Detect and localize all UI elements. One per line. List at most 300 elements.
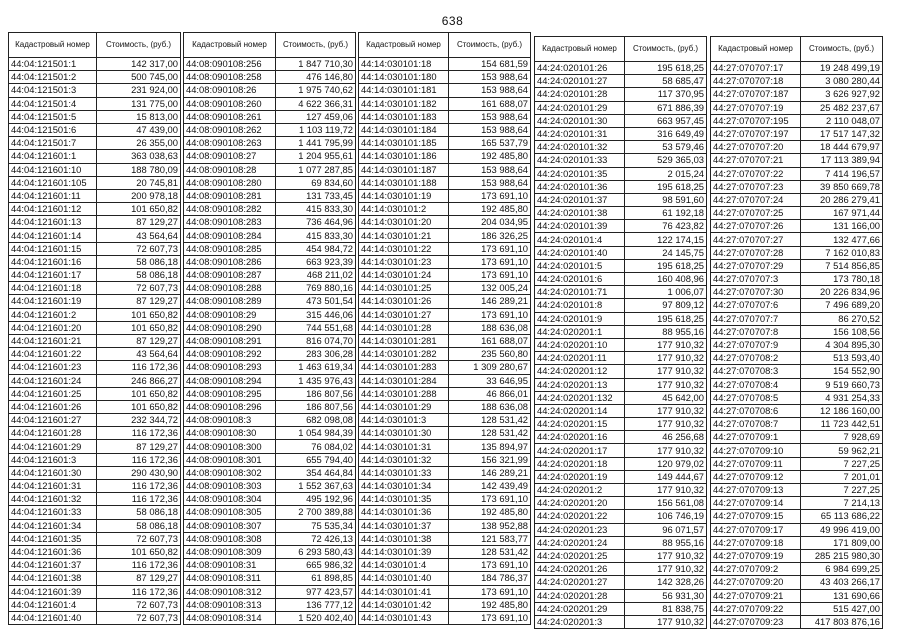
cost-cell: 65 113 686,22 — [801, 510, 883, 523]
table-row — [9, 545, 181, 558]
cost-cell: 177 910,32 — [625, 418, 707, 431]
cadastral-number-cell: 44:24:020201:11 — [535, 352, 625, 365]
table-row — [9, 493, 181, 506]
cost-cell: 132 005,24 — [449, 282, 531, 295]
table-row — [9, 348, 181, 361]
cadastral-number-cell: 44:08:090108:26 — [184, 84, 276, 97]
cost-cell: 195 618,25 — [625, 62, 707, 75]
cost-cell: 415 833,30 — [276, 229, 356, 242]
cost-cell: 3 626 927,92 — [801, 88, 883, 101]
cost-cell: 12 186 160,00 — [801, 404, 883, 417]
table-row — [9, 216, 181, 229]
table-row — [359, 453, 531, 466]
cadastral-number-cell: 44:14:030101:183 — [359, 110, 449, 123]
table-row — [9, 242, 181, 255]
cost-cell: 87 129,27 — [97, 295, 181, 308]
cadastral-number-cell: 44:08:090108:303 — [184, 480, 276, 493]
cost-cell: 116 172,36 — [97, 559, 181, 572]
cadastral-number-cell: 44:27:070707:26 — [711, 220, 801, 233]
table-row — [535, 484, 707, 497]
table-row — [711, 589, 883, 602]
cost-cell: 120 979,02 — [625, 457, 707, 470]
table-row — [359, 506, 531, 519]
cadastral-number-cell: 44:24:020201:15 — [535, 418, 625, 431]
cost-cell: 663 923,39 — [276, 255, 356, 268]
cadastral-number-cell: 44:27:070709:21 — [711, 589, 801, 602]
cadastral-number-cell: 44:04:121501:7 — [9, 137, 97, 150]
cost-cell: 232 344,72 — [97, 414, 181, 427]
table-row — [535, 246, 707, 259]
cost-cell: 132 477,66 — [801, 233, 883, 246]
table-row — [535, 391, 707, 404]
cost-cell: 43 564,64 — [97, 348, 181, 361]
cost-cell: 58 685,47 — [625, 75, 707, 88]
cost-cell: 72 607,73 — [97, 282, 181, 295]
cadastral-number-cell: 44:24:020101:8 — [535, 299, 625, 312]
cadastral-number-cell: 44:24:020101:29 — [535, 101, 625, 114]
table-row — [9, 269, 181, 282]
cost-cell: 1 054 984,39 — [276, 427, 356, 440]
table-row — [359, 374, 531, 387]
table-row — [359, 189, 531, 202]
cost-cell: 156 321,99 — [449, 453, 531, 466]
cost-cell: 101 650,82 — [97, 400, 181, 413]
table-row — [535, 154, 707, 167]
table-row — [359, 414, 531, 427]
cadastral-number-cell: 44:08:090108:282 — [184, 203, 276, 216]
table-row — [359, 387, 531, 400]
cadastral-number-cell: 44:24:020201:27 — [535, 576, 625, 589]
cadastral-number-cell: 44:24:020101:31 — [535, 127, 625, 140]
table-row — [184, 84, 356, 97]
cadastral-number-cell: 44:08:090108:283 — [184, 216, 276, 229]
cadastral-number-cell: 44:27:070707:197 — [711, 127, 801, 140]
table-row — [535, 114, 707, 127]
cost-cell: 177 910,32 — [625, 615, 707, 628]
cost-cell: 49 996 419,00 — [801, 523, 883, 536]
cost-cell: 20 226 834,96 — [801, 286, 883, 299]
table-row — [711, 154, 883, 167]
cadastral-number-cell: 44:08:090108:29 — [184, 308, 276, 321]
cadastral-number-cell: 44:27:070709:11 — [711, 457, 801, 470]
cadastral-number-cell: 44:08:090108:30 — [184, 427, 276, 440]
cadastral-number-cell: 44:08:090108:305 — [184, 506, 276, 519]
cadastral-number-cell: 44:04:121601:32 — [9, 493, 97, 506]
cadastral-number-cell: 44:27:070709:15 — [711, 510, 801, 523]
table-row — [535, 193, 707, 206]
table-row — [9, 334, 181, 347]
table-row — [711, 127, 883, 140]
table-row — [535, 88, 707, 101]
table-row — [535, 418, 707, 431]
table-row — [711, 88, 883, 101]
cadastral-number-cell: 44:24:020201:16 — [535, 431, 625, 444]
cadastral-number-cell: 44:27:070707:17 — [711, 62, 801, 75]
cost-cell: 315 446,06 — [276, 308, 356, 321]
cadastral-number-cell: 44:14:030101:21 — [359, 229, 449, 242]
cadastral-number-cell: 44:14:030101:25 — [359, 282, 449, 295]
cadastral-number-cell: 44:14:030101:32 — [359, 453, 449, 466]
cadastral-number-cell: 44:04:121601:36 — [9, 545, 97, 558]
cadastral-number-cell: 44:27:070709:1 — [711, 431, 801, 444]
cadastral-number-cell: 44:27:070709:19 — [711, 549, 801, 562]
cost-cell: 153 988,64 — [449, 84, 531, 97]
table-row — [184, 585, 356, 598]
cost-cell: 156 108,56 — [801, 325, 883, 338]
table-row — [184, 308, 356, 321]
cadastral-number-cell: 44:04:121601:20 — [9, 321, 97, 334]
cadastral-number-cell: 44:27:070708:5 — [711, 391, 801, 404]
cadastral-number-cell: 44:08:090108:284 — [184, 229, 276, 242]
cost-cell: 173 691,10 — [449, 242, 531, 255]
cost-cell: 173 691,10 — [449, 493, 531, 506]
cost-cell: 121 583,77 — [449, 532, 531, 545]
cost-cell: 7 227,25 — [801, 484, 883, 497]
table-row — [359, 440, 531, 453]
table-row — [9, 453, 181, 466]
cadastral-number-cell: 44:14:030101:29 — [359, 400, 449, 413]
table-row — [184, 348, 356, 361]
table-row — [184, 189, 356, 202]
cost-cell: 56 931,30 — [625, 589, 707, 602]
cadastral-number-cell: 44:08:090108:312 — [184, 585, 276, 598]
table-row — [184, 176, 356, 189]
cadastral-number-cell: 44:04:121501:4 — [9, 97, 97, 110]
cadastral-number-cell: 44:24:020101:39 — [535, 220, 625, 233]
table-row — [535, 312, 707, 325]
cost-cell: 138 952,88 — [449, 519, 531, 532]
table-row — [535, 536, 707, 549]
table-row — [535, 576, 707, 589]
cost-cell: 72 607,73 — [97, 532, 181, 545]
cadastral-number-cell: 44:24:020201:13 — [535, 378, 625, 391]
cost-cell: 17 113 389,94 — [801, 154, 883, 167]
cadastral-number-cell: 44:08:090108:289 — [184, 295, 276, 308]
cost-cell: 165 537,79 — [449, 137, 531, 150]
cost-cell: 363 038,63 — [97, 150, 181, 163]
cadastral-number-cell: 44:27:070707:195 — [711, 114, 801, 127]
cadastral-number-cell: 44:08:090108:28 — [184, 163, 276, 176]
cost-cell: 142 317,00 — [97, 58, 181, 71]
table-row — [711, 233, 883, 246]
cost-cell: 153 988,64 — [449, 123, 531, 136]
cadastral-number-cell: 44:04:121601:1 — [9, 150, 97, 163]
cadastral-number-cell: 44:04:121601:33 — [9, 506, 97, 519]
cadastral-number-cell: 44:04:121501:2 — [9, 71, 97, 84]
cadastral-number-cell: 44:24:020101:4 — [535, 233, 625, 246]
table-row — [184, 506, 356, 519]
table-row — [184, 559, 356, 572]
table-row — [359, 255, 531, 268]
table-row — [9, 414, 181, 427]
cost-cell: 316 649,49 — [625, 127, 707, 140]
cost-cell: 7 414 196,57 — [801, 167, 883, 180]
table-row — [359, 598, 531, 611]
cost-cell: 1 975 740,62 — [276, 84, 356, 97]
table-row — [184, 137, 356, 150]
header-cost: Стоимость, (руб.) — [449, 33, 531, 58]
cost-cell: 72 426,13 — [276, 532, 356, 545]
cost-cell: 136 777,12 — [276, 598, 356, 611]
cadastral-number-cell: 44:27:070707:23 — [711, 180, 801, 193]
table-row — [9, 229, 181, 242]
cadastral-number-cell: 44:08:090108:3 — [184, 414, 276, 427]
cadastral-number-cell: 44:08:090108:261 — [184, 110, 276, 123]
table-row — [359, 361, 531, 374]
cadastral-number-cell: 44:14:030101:182 — [359, 97, 449, 110]
cost-cell: 663 957,45 — [625, 114, 707, 127]
table-row — [359, 150, 531, 163]
cost-cell: 88 955,16 — [625, 325, 707, 338]
cost-cell: 87 129,27 — [97, 334, 181, 347]
cost-cell: 45 642,00 — [625, 391, 707, 404]
table-row — [184, 110, 356, 123]
cadastral-table-3 — [358, 32, 531, 625]
cadastral-number-cell: 44:24:020201:12 — [535, 365, 625, 378]
cadastral-number-cell: 44:14:030101:27 — [359, 308, 449, 321]
cost-cell: 128 531,42 — [449, 427, 531, 440]
cadastral-number-cell: 44:08:090108:262 — [184, 123, 276, 136]
cost-cell: 116 172,36 — [97, 453, 181, 466]
cost-cell: 131 733,45 — [276, 189, 356, 202]
table-row — [9, 58, 181, 71]
cadastral-number-cell: 44:08:090108:263 — [184, 137, 276, 150]
cadastral-table-4 — [534, 36, 707, 629]
table-row — [184, 532, 356, 545]
cadastral-number-cell: 44:08:090108:260 — [184, 97, 276, 110]
table-row — [535, 444, 707, 457]
cost-cell: 153 988,64 — [449, 176, 531, 189]
cadastral-number-cell: 44:14:030101:31 — [359, 440, 449, 453]
cadastral-number-cell: 44:27:070707:21 — [711, 154, 801, 167]
cost-cell: 101 650,82 — [97, 308, 181, 321]
cost-cell: 171 809,00 — [801, 536, 883, 549]
table-row — [9, 71, 181, 84]
cost-cell: 122 174,15 — [625, 233, 707, 246]
table-header-row — [9, 33, 181, 58]
cadastral-number-cell: 44:24:020201:3 — [535, 615, 625, 628]
table-row — [184, 480, 356, 493]
cadastral-number-cell: 44:04:121601:16 — [9, 255, 97, 268]
table-row — [359, 480, 531, 493]
cadastral-number-cell: 44:04:121601:25 — [9, 387, 97, 400]
cadastral-number-cell: 44:08:090108:256 — [184, 58, 276, 71]
table-row — [9, 255, 181, 268]
cost-cell: 235 560,80 — [449, 348, 531, 361]
cadastral-number-cell: 44:27:070709:23 — [711, 615, 801, 628]
table-row — [535, 75, 707, 88]
cost-cell: 173 691,10 — [449, 269, 531, 282]
cadastral-number-cell: 44:04:121601:22 — [9, 348, 97, 361]
cost-cell: 167 971,44 — [801, 207, 883, 220]
table-row — [359, 71, 531, 84]
cadastral-number-cell: 44:24:020201:10 — [535, 338, 625, 351]
cost-cell: 283 306,28 — [276, 348, 356, 361]
table-row — [535, 549, 707, 562]
cost-cell: 1 520 402,40 — [276, 611, 356, 624]
table-row — [711, 62, 883, 75]
header-cost: Стоимость, (руб.) — [276, 33, 356, 58]
cadastral-number-cell: 44:04:121601:2 — [9, 308, 97, 321]
table-row — [359, 163, 531, 176]
cadastral-number-cell: 44:14:030101:186 — [359, 150, 449, 163]
table-row — [711, 193, 883, 206]
cost-cell: 173 691,10 — [449, 308, 531, 321]
cost-cell: 39 850 669,78 — [801, 180, 883, 193]
cost-cell: 58 086,18 — [97, 269, 181, 282]
cadastral-number-cell: 44:14:030101:26 — [359, 295, 449, 308]
cadastral-number-cell: 44:04:121601:26 — [9, 400, 97, 413]
cost-cell: 86 270,52 — [801, 312, 883, 325]
cadastral-number-cell: 44:24:020101:30 — [535, 114, 625, 127]
table-row — [359, 348, 531, 361]
table-row — [359, 559, 531, 572]
cadastral-number-cell: 44:14:030101:2 — [359, 203, 449, 216]
table-row — [359, 545, 531, 558]
table-row — [359, 97, 531, 110]
table-row — [184, 400, 356, 413]
table-row — [359, 282, 531, 295]
table-row — [184, 255, 356, 268]
table-row — [9, 519, 181, 532]
table-row — [711, 484, 883, 497]
cadastral-number-cell: 44:04:121601:4 — [9, 598, 97, 611]
cadastral-number-cell: 44:08:090108:258 — [184, 71, 276, 84]
table-row — [359, 466, 531, 479]
table-row — [711, 457, 883, 470]
table-row — [184, 321, 356, 334]
cadastral-number-cell: 44:24:020101:32 — [535, 141, 625, 154]
cost-cell: 173 691,10 — [449, 611, 531, 624]
cost-cell: 192 485,80 — [449, 598, 531, 611]
cost-cell: 173 691,10 — [449, 255, 531, 268]
cadastral-number-cell: 44:27:070709:17 — [711, 523, 801, 536]
cost-cell: 127 459,06 — [276, 110, 356, 123]
cost-cell: 17 517 147,32 — [801, 127, 883, 140]
table-row — [711, 563, 883, 576]
cadastral-number-cell: 44:08:090108:304 — [184, 493, 276, 506]
table-row — [9, 585, 181, 598]
table-row — [711, 167, 883, 180]
cost-cell: 285 215 980,30 — [801, 549, 883, 562]
cadastral-number-cell: 44:14:030101:281 — [359, 334, 449, 347]
cost-cell: 7 514 856,85 — [801, 259, 883, 272]
cadastral-number-cell: 44:08:090108:301 — [184, 453, 276, 466]
cadastral-number-cell: 44:27:070707:20 — [711, 141, 801, 154]
cadastral-number-cell: 44:14:030101:18 — [359, 58, 449, 71]
page-number: 638 — [441, 14, 464, 28]
cadastral-number-cell: 44:14:030101:37 — [359, 519, 449, 532]
cost-cell: 7 227,25 — [801, 457, 883, 470]
cadastral-number-cell: 44:14:030101:43 — [359, 611, 449, 624]
cost-cell: 96 071,57 — [625, 523, 707, 536]
cost-cell: 101 650,82 — [97, 545, 181, 558]
cadastral-number-cell: 44:04:121601:39 — [9, 585, 97, 598]
table-row — [711, 75, 883, 88]
cost-cell: 177 910,32 — [625, 338, 707, 351]
cost-cell: 153 988,64 — [449, 163, 531, 176]
cadastral-number-cell: 44:24:020101:38 — [535, 207, 625, 220]
cost-cell: 736 464,96 — [276, 216, 356, 229]
cadastral-table-2 — [183, 32, 356, 625]
cadastral-number-cell: 44:24:020201:14 — [535, 404, 625, 417]
cost-cell: 19 248 499,19 — [801, 62, 883, 75]
cost-cell: 26 355,00 — [97, 137, 181, 150]
cost-cell: 58 086,18 — [97, 255, 181, 268]
cadastral-number-cell: 44:08:090108:295 — [184, 387, 276, 400]
cost-cell: 101 650,82 — [97, 321, 181, 334]
cost-cell: 177 910,32 — [625, 352, 707, 365]
cost-cell: 87 129,27 — [97, 572, 181, 585]
table-row — [184, 163, 356, 176]
cadastral-number-cell: 44:04:121501:6 — [9, 123, 97, 136]
cost-cell: 7 928,69 — [801, 431, 883, 444]
cost-cell: 87 129,27 — [97, 216, 181, 229]
table-row — [535, 141, 707, 154]
cadastral-number-cell: 44:08:090108:296 — [184, 400, 276, 413]
cadastral-number-cell: 44:14:030101:187 — [359, 163, 449, 176]
table-row — [9, 361, 181, 374]
cost-cell: 20 286 279,41 — [801, 193, 883, 206]
table-row — [359, 572, 531, 585]
table-row — [184, 295, 356, 308]
cadastral-number-cell: 44:14:030101:39 — [359, 545, 449, 558]
table-row — [535, 470, 707, 483]
table-row — [711, 220, 883, 233]
cadastral-number-cell: 44:04:121601:14 — [9, 229, 97, 242]
cost-cell: 513 593,40 — [801, 352, 883, 365]
table-row — [184, 572, 356, 585]
cost-cell: 131 166,00 — [801, 220, 883, 233]
cost-cell: 671 886,39 — [625, 101, 707, 114]
cost-cell: 101 650,82 — [97, 387, 181, 400]
table-header-row — [535, 37, 707, 62]
table-row — [535, 523, 707, 536]
cadastral-number-cell: 44:27:070708:2 — [711, 352, 801, 365]
table-row — [535, 101, 707, 114]
cost-cell: 195 618,25 — [625, 312, 707, 325]
cadastral-number-cell: 44:08:090108:294 — [184, 374, 276, 387]
cost-cell: 1 006,07 — [625, 286, 707, 299]
header-cost: Стоимость, (руб.) — [625, 37, 707, 62]
table-row — [535, 220, 707, 233]
cadastral-number-cell: 44:14:030101:19 — [359, 189, 449, 202]
cost-cell: 72 607,73 — [97, 611, 181, 624]
table-row — [711, 404, 883, 417]
cost-cell: 58 086,18 — [97, 519, 181, 532]
table-row — [184, 282, 356, 295]
cadastral-number-cell: 44:27:070707:19 — [711, 101, 801, 114]
table-header-row — [359, 33, 531, 58]
cadastral-number-cell: 44:27:070707:30 — [711, 286, 801, 299]
table-row — [535, 602, 707, 615]
cost-cell: 4 931 254,33 — [801, 391, 883, 404]
cost-cell: 495 192,96 — [276, 493, 356, 506]
table-row — [535, 299, 707, 312]
cadastral-number-cell: 44:27:070708:4 — [711, 378, 801, 391]
cadastral-number-cell: 44:27:070707:3 — [711, 273, 801, 286]
table-row — [9, 123, 181, 136]
cadastral-number-cell: 44:04:121601:34 — [9, 519, 97, 532]
table-row — [711, 549, 883, 562]
cadastral-number-cell: 44:24:020201:18 — [535, 457, 625, 470]
cadastral-number-cell: 44:27:070707:6 — [711, 299, 801, 312]
cost-cell: 454 984,72 — [276, 242, 356, 255]
table-row — [535, 233, 707, 246]
cost-cell: 192 485,80 — [449, 150, 531, 163]
cadastral-number-cell: 44:08:090108:31 — [184, 559, 276, 572]
table-row — [184, 374, 356, 387]
